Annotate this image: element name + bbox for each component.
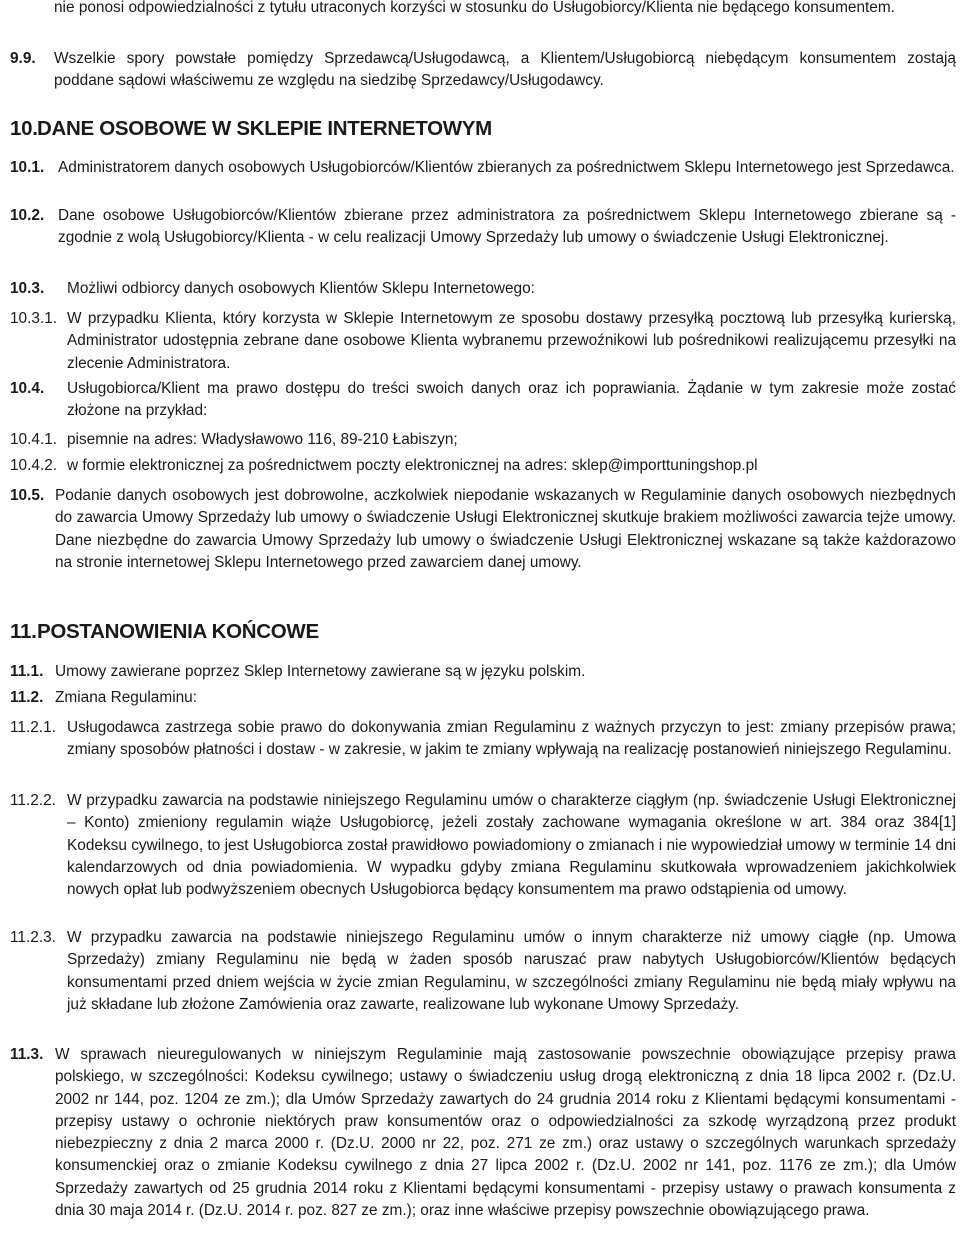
section-number: 10.3.1. [10, 310, 58, 327]
paragraph-text: W sprawach nieuregulowanych w niniejszym Regulaminie mają zastosowanie powszechnie obowiązujące przepisy prawa polskiego, w szczególności: Kodeksu cywilnego; ustawy o świadczeniu usług drogą elektroniczną z dnia 18 lipca 2002 r. (Dz.U. 2002 nr 144, poz. 1204 ze zm.); dla Umów Sprzedaży zawartych do 24 grudnia 2014 roku z Klientami będącymi konsumentami - przepisy ustawy o ochronie niektórych praw konsumentów oraz o odpowiedzialności za szkodę wyrządzoną przez produkt niebezpieczny z dnia 2 marca 2000 r. (Dz.U. 2000 nr 22, poz. 271 ze zm.) oraz ustawy o szczególnych warunkach sprzedaży konsumenckiej oraz o zmianie Kodeksu cywilnego z dnia 27 lipca 2002 r. (Dz.U. 2002 nr 141, poz. 1176 ze zm.); dla Umów Sprzedaży zawartych od 25 grudnia 2014 roku z Klientami będącymi konsumentami - przepisy ustawy o prawach konsumenta z dnia 30 maja 2014 r. (Dz.U. 2014 r. poz. 827 ze zm.); oraz inne właściwe przepisy powszechnie obowiązującego prawa. [55, 1046, 956, 1220]
paragraph-text: Administratorem danych osobowych Usługobiorców/Klientów zbieranych za pośrednictwem Sklepu Internetowego jest Sprzedawca. [58, 159, 955, 176]
paragraph-text: W przypadku zawarcia na podstawie niniejszego Regulaminu umów o charakterze ciągłym (np. świadczenie Usługi Elektronicznej – Konto) zmieniony regulamin wiąże Usługobiorcę, jeżeli zostały zachowane wymagania określone w art. 384 oraz 384[1] Kodeksu cywilnego, to jest Usługobiorca został prawidłowo powiadomiony o zmianach i nie wypowiedział umowy w terminie 14 dni kalendarzowych od dnia powiadomienia. W wypadku gdyby zmiana Regulaminu skutkowała wprowadzeniem jakichkolwiek nowych opłat lub podwyższeniem obecnych Usługobiorca będący konsumentem ma prawo odstąpienia od umowy. [67, 792, 956, 899]
paragraph-text: W przypadku zawarcia na podstawie niniejszego Regulaminu umów o innym charakterze niż umowy ciągłe (np. Umowa Sprzedaży) zmiany Regulaminu nie będą w żaden sposób naruszać praw nabytych Usługobiorców/Klientów będących konsumentami przed dniem wejścia w życie zmian Regulaminu, w szczególności zmiany Regulaminu nie będą miały wpływu na już składane lub złożone Zamówienia oraz zawarte, realizowane lub wykonane Umowy Sprzedaży. [67, 929, 956, 1013]
paragraph-text: Możliwi odbiorcy danych osobowych Klientów Sklepu Internetowego: [67, 280, 535, 297]
paragraph-text: pisemnie na adres: Władysławowo 116, 89-210 Łabiszyn; [67, 431, 458, 448]
section-number: 10.2. [10, 207, 45, 224]
paragraph-11-1 [10, 661, 956, 683]
paragraph-9-9 [10, 48, 956, 93]
paragraph-continuation [10, 0, 956, 19]
paragraph-text: w formie elektronicznej za pośrednictwem poczty elektronicznej na adres: sklep@importtuningshop.pl [67, 457, 758, 474]
section-number: 11.3. [10, 1046, 44, 1063]
paragraph-10-3-1 [10, 308, 956, 375]
paragraph-text: Usługobiorca/Klient ma prawo dostępu do treści swoich danych oraz ich poprawiania. Żądanie w tym zakresie może zostać złożone na przykład: [67, 380, 956, 420]
section-number: 10.4. [10, 380, 45, 397]
paragraph-10-4-1 [10, 429, 956, 451]
paragraph-text: W przypadku Klienta, który korzysta w Sklepie Internetowym ze sposobu dostawy przesyłką pocztową lub przesyłką kurierską, Administrator udostępnia zebrane dane osobowe Klienta wybranemu przewoźnikowi lub pośrednikowi realizującemu przesyłki na zlecenie Administratora. [67, 310, 956, 372]
paragraph-10-1 [10, 157, 956, 179]
section-number: 10.4.1. [10, 431, 58, 448]
paragraph-10-5 [10, 485, 956, 574]
paragraph-text: Zmiana Regulaminu: [55, 689, 198, 706]
paragraph-text: Podanie danych osobowych jest dobrowolne, aczkolwiek niepodanie wskazanych w Regulaminie danych osobowych niezbędnych do zawarcia Umowy Sprzedaży lub umowy o świadczenie Usługi Elektronicznej skutkuje brakiem możliwości zawarcia tejże umowy. Dane niezbędne do zawarcia Umowy Sprzedaży lub umowy o świadczenie Usługi Elektronicznej wskazane są także każdorazowo na stronie internetowej Sklepu Internetowego przed zawarciem danej umowy. [55, 487, 956, 571]
section-number: 11.2. [10, 689, 44, 706]
paragraph-text: Usługodawca zastrzega sobie prawo do dokonywania zmian Regulaminu z ważnych przyczyn to jest: zmiany przepisów prawa; zmiany sposobów płatności i dostaw - w zakresie, w jakim te zmiany wpływają na realizację postanowień niniejszego Regulaminu. [67, 719, 956, 759]
paragraph-text: nie ponosi odpowiedzialności z tytułu utraconych korzyści w stosunku do Usługobiorcy/Klienta nie będącego konsumentem. [54, 0, 895, 16]
section-number: 10.1. [10, 159, 45, 176]
section-number: 11.2.2. [10, 792, 56, 809]
paragraph-10-2 [10, 205, 956, 250]
paragraph-11-3 [10, 1044, 956, 1222]
paragraph-11-2 [10, 687, 956, 709]
paragraph-11-2-1 [10, 717, 956, 762]
heading-number: 11. [10, 620, 37, 643]
heading-title: POSTANOWIENIA KOŃCOWE [37, 620, 319, 643]
section-heading-11 [10, 621, 319, 643]
section-number: 9.9. [10, 50, 36, 67]
heading-title: DANE OSOBOWE W SKLEPIE INTERNETOWYM [37, 117, 492, 140]
paragraph-text: Umowy zawierane poprzez Sklep Internetowy zawierane są w języku polskim. [55, 663, 586, 680]
paragraph-text: Dane osobowe Usługobiorców/Klientów zbierane przez administratora za pośrednictwem Sklepu Internetowego zbierane są - zgodnie z wolą Usługobiorcy/Klienta - w celu realizacji Umowy Sprzedaży lub umowy o świadczenie Usługi Elektronicznej. [58, 207, 956, 247]
section-number: 10.5. [10, 487, 45, 504]
paragraph-10-4 [10, 378, 956, 423]
paragraph-text: Wszelkie spory powstałe pomiędzy Sprzedawcą/Usługodawcą, a Klientem/Usługobiorcą niebędącym konsumentem zostają poddane sądowi właściwemu ze względu na siedzibę Sprzedawcy/Usługodawcy. [54, 50, 956, 90]
section-number: 10.4.2. [10, 457, 58, 474]
section-heading-10 [10, 118, 492, 140]
paragraph-10-4-2 [10, 455, 956, 477]
section-number: 11.2.1. [10, 719, 56, 736]
section-number: 10.3. [10, 280, 45, 297]
paragraph-11-2-2 [10, 790, 956, 901]
paragraph-10-3 [10, 278, 956, 300]
section-number: 11.2.3. [10, 929, 56, 946]
heading-number: 10. [10, 117, 38, 140]
paragraph-11-2-3 [10, 927, 956, 1016]
section-number: 11.1. [10, 663, 44, 680]
